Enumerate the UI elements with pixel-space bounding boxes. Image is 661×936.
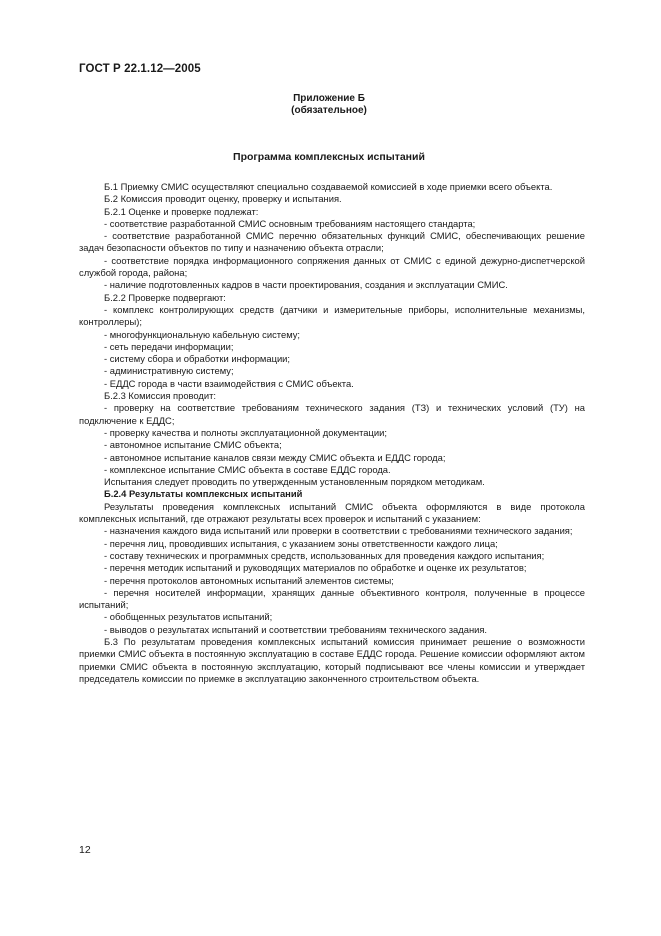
paragraph-results: Результаты проведения комплексных испытаний СМИС объекта оформляются в виде протокола комплексных испытаний, где отражают результаты всех проверок и испытаний с указанием: (79, 500, 585, 525)
paragraph-b1: Б.1 Приемку СМИС осуществляют специально создаваемой комиссией в ходе приемки всего объекта. (104, 181, 553, 192)
list-item: - проверку качества и полноты эксплуатационной документации; (104, 426, 387, 438)
list-item: - многофункциональную кабельную систему; (104, 328, 301, 340)
list-item: - перечня методик испытаний и руководящих материалов по обработке и оценке их результатов; (104, 562, 527, 574)
list-item: - автономное испытание СМИС объекта; (104, 439, 282, 451)
list-item: - соответствие порядка информационного сопряжения данных от СМИС с единой дежурно-диспетчерской службой города, района; (79, 254, 585, 279)
appendix-heading (79, 93, 579, 117)
list-item: - назначения каждого вида испытаний или проверки в соответствии с требованиями технического задания; (104, 525, 573, 537)
list-item: - соответствие разработанной СМИС перечню обязательных функций СМИС, обеспечивающих решение задач безопасности объектов по типу и назначению объекта отрасли; (79, 230, 585, 254)
list-item: - автономное испытание каналов связи между СМИС объекта и ЕДДС города; (104, 451, 446, 463)
list-item: - обобщенных результатов испытаний; (104, 611, 273, 623)
appendix-status: (обязательное) (291, 105, 367, 116)
list-item: - выводов о результатах испытаний и соответствии требованиям технического задания. (104, 623, 488, 635)
list-item: - систему сбора и обработки информации; (104, 353, 291, 365)
list-item: - ЕДДС города в части взаимодействия с СМИС объекта. (104, 377, 354, 389)
page-number: 12 (79, 844, 91, 856)
paragraph-tests-note: Испытания следует проводить по утвержденным установленным порядком методикам. (104, 476, 485, 488)
paragraph-b21: Б.2.1 Оценке и проверке подлежат: (104, 205, 259, 217)
paragraph-b3: Б.3 По результатам проведения комплексных испытаний комиссия принимает решение о возможности приемки СМИС объекта в постоянную эксплуатацию в составе ЕДДС города. Решение комиссии оформляют актом приемки СМИС объекта в постоянную эксплуатацию, который подписывают все члены комиссии и утверждает председатель комиссии по приемке в эксплуатацию законченного строительством объекта. (79, 635, 585, 684)
list-item: - проверку на соответствие требованиям технического задания (ТЗ) и технических условий (ТУ) на подключение к ЕДДС; (79, 402, 585, 426)
list-item: - административную систему; (104, 365, 234, 377)
list-item: - перечня носителей информации, хранящих данные объективного контроля, полученные в процессе испытаний; (79, 586, 585, 611)
list-item: - сеть передачи информации; (104, 340, 234, 352)
paragraph-b2: Б.2 Комиссия проводит оценку, проверку и испытания. (104, 193, 342, 205)
standard-header: ГОСТ Р 22.1.12—2005 (79, 63, 201, 75)
list-item: - комплексное испытание СМИС объекта в составе ЕДДС города. (104, 463, 391, 475)
list-item: - комплекс контролирующих средств (датчики и измерительные приборы, исполнительные механизмы, контроллеры); (79, 303, 585, 328)
list-item: - перечня протоколов автономных испытаний элементов системы; (104, 574, 394, 586)
list-item: - перечня лиц, проводивших испытания, с указанием зоны ответственности каждого лица; (104, 537, 498, 549)
document-body (79, 181, 585, 685)
program-title: Программа комплексных испытаний (233, 151, 425, 163)
paragraph-b24-heading: Б.2.4 Результаты комплексных испытаний (104, 488, 303, 500)
list-item: - составу технических и программных средств, использованных для проведения каждого испытания; (104, 549, 545, 561)
appendix-title: Приложение Б (293, 93, 365, 104)
paragraph-b22: Б.2.2 Проверке подвергают: (104, 291, 226, 303)
list-item: - наличие подготовленных кадров в части проектирования, создания и эксплуатации СМИС. (104, 279, 508, 291)
paragraph-b23: Б.2.3 Комиссия проводит: (104, 390, 217, 402)
list-item: - соответствие разработанной СМИС основным требованиям настоящего стандарта; (104, 217, 476, 229)
